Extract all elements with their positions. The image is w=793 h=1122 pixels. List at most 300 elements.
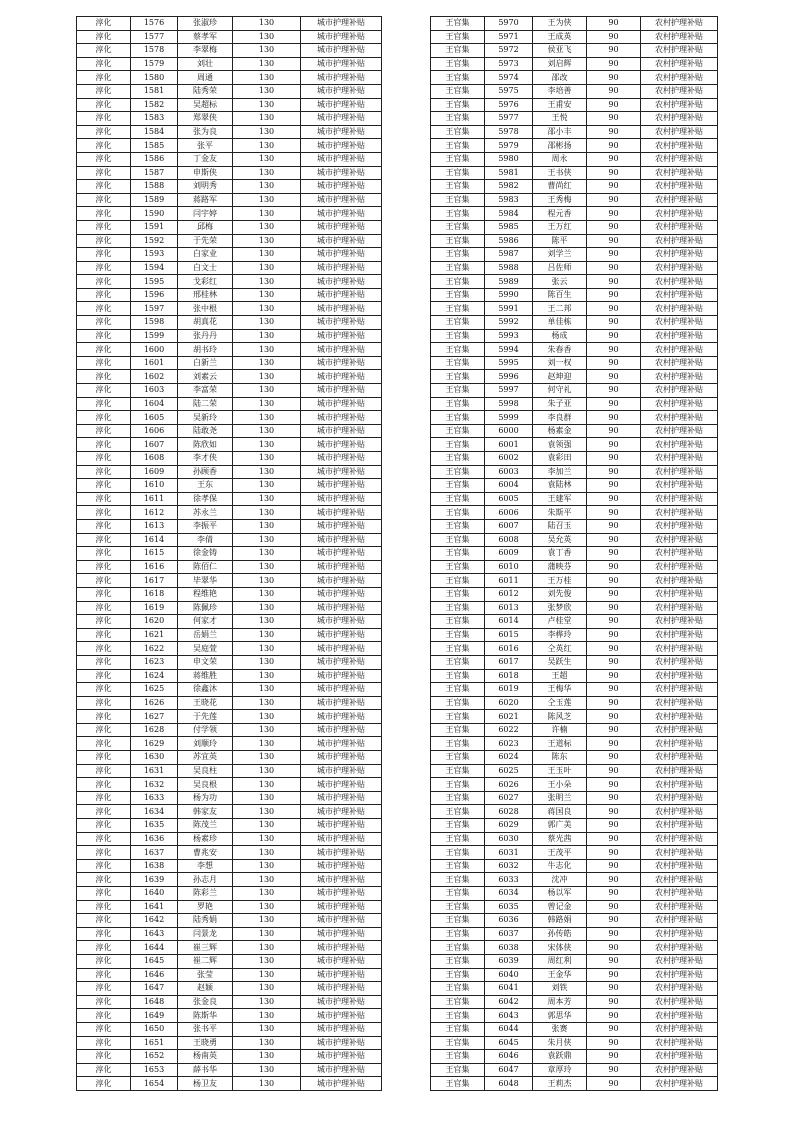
name-cell: 张为良 — [178, 125, 233, 139]
table-row — [77, 492, 382, 506]
name-cell: 申斯侠 — [178, 166, 233, 180]
town-cell: 王官集 — [431, 887, 485, 901]
name-cell: 郭广美 — [533, 819, 587, 833]
subsidy-type-cell: 城市护理补贴 — [301, 207, 382, 221]
table-row — [431, 166, 718, 180]
table-row — [77, 370, 382, 384]
town-cell: 王官集 — [431, 1022, 485, 1036]
serial-number-cell: 5998 — [485, 397, 533, 411]
town-cell: 淳化 — [77, 193, 131, 207]
subsidy-type-cell: 城市护理补贴 — [301, 723, 382, 737]
table-row — [77, 655, 382, 669]
table-row — [431, 180, 718, 194]
table-row — [431, 30, 718, 44]
subsidy-type-cell: 城市护理补贴 — [301, 995, 382, 1009]
name-cell: 韩路娟 — [533, 914, 587, 928]
town-cell: 淳化 — [77, 914, 131, 928]
name-cell: 刘明秀 — [178, 180, 233, 194]
name-cell: 周永 — [533, 152, 587, 166]
amount-cell: 130 — [233, 180, 301, 194]
amount-cell: 90 — [587, 587, 641, 601]
table-row — [77, 261, 382, 275]
amount-cell: 90 — [587, 859, 641, 873]
table-row — [431, 139, 718, 153]
table-row — [77, 166, 382, 180]
amount-cell: 90 — [587, 1036, 641, 1050]
table-row — [77, 479, 382, 493]
subsidy-type-cell: 城市护理补贴 — [301, 1050, 382, 1064]
name-cell: 陈东 — [533, 751, 587, 765]
table-row — [431, 248, 718, 262]
subsidy-type-cell: 城市护理补贴 — [301, 98, 382, 112]
name-cell: 胡真花 — [178, 316, 233, 330]
name-cell: 邵小丰 — [533, 125, 587, 139]
town-cell: 淳化 — [77, 112, 131, 126]
serial-number-cell: 1644 — [131, 941, 178, 955]
amount-cell: 90 — [587, 533, 641, 547]
table-row — [431, 288, 718, 302]
town-cell: 淳化 — [77, 397, 131, 411]
subsidy-type-cell: 城市护理补贴 — [301, 791, 382, 805]
amount-cell: 130 — [233, 17, 301, 31]
town-cell: 淳化 — [77, 492, 131, 506]
subsidy-type-cell: 城市护理补贴 — [301, 71, 382, 85]
amount-cell: 90 — [587, 17, 641, 31]
name-cell: 杨成 — [533, 329, 587, 343]
subsidy-type-cell: 城市护理补贴 — [301, 954, 382, 968]
serial-number-cell: 1643 — [131, 927, 178, 941]
town-cell: 王官集 — [431, 57, 485, 71]
amount-cell: 130 — [233, 846, 301, 860]
amount-cell: 90 — [587, 1077, 641, 1091]
name-cell: 张书平 — [178, 1022, 233, 1036]
subsidy-type-cell: 农村护理补贴 — [641, 193, 718, 207]
table-row — [431, 125, 718, 139]
serial-number-cell: 5976 — [485, 98, 533, 112]
name-cell: 孙顾香 — [178, 465, 233, 479]
table-row — [431, 601, 718, 615]
subsidy-type-cell: 农村护理补贴 — [641, 302, 718, 316]
amount-cell: 130 — [233, 859, 301, 873]
table-row — [431, 696, 718, 710]
name-cell: 陈百生 — [533, 288, 587, 302]
amount-cell: 130 — [233, 112, 301, 126]
serial-number-cell: 6004 — [485, 479, 533, 493]
town-cell: 王官集 — [431, 1050, 485, 1064]
amount-cell: 130 — [233, 954, 301, 968]
table-row — [77, 302, 382, 316]
serial-number-cell: 1606 — [131, 424, 178, 438]
town-cell: 王官集 — [431, 805, 485, 819]
right-roster-table — [430, 16, 718, 1091]
name-cell: 何家才 — [178, 615, 233, 629]
town-cell: 淳化 — [77, 710, 131, 724]
town-cell: 淳化 — [77, 560, 131, 574]
name-cell: 刘壮 — [178, 57, 233, 71]
serial-number-cell: 1601 — [131, 356, 178, 370]
serial-number-cell: 1639 — [131, 873, 178, 887]
subsidy-type-cell: 城市护理补贴 — [301, 44, 382, 58]
subsidy-type-cell: 城市护理补贴 — [301, 683, 382, 697]
subsidy-type-cell: 农村护理补贴 — [641, 424, 718, 438]
name-cell: 杨以军 — [533, 887, 587, 901]
subsidy-type-cell: 城市护理补贴 — [301, 982, 382, 996]
amount-cell: 90 — [587, 900, 641, 914]
table-row — [431, 479, 718, 493]
subsidy-type-cell: 城市护理补贴 — [301, 370, 382, 384]
name-cell: 吴新玲 — [178, 411, 233, 425]
amount-cell: 130 — [233, 424, 301, 438]
amount-cell: 130 — [233, 655, 301, 669]
serial-number-cell: 1647 — [131, 982, 178, 996]
name-cell: 邱梅 — [178, 220, 233, 234]
name-cell: 朱斯平 — [533, 506, 587, 520]
subsidy-type-cell: 农村护理补贴 — [641, 832, 718, 846]
subsidy-type-cell: 城市护理补贴 — [301, 275, 382, 289]
table-row — [77, 832, 382, 846]
name-cell: 罗艳 — [178, 900, 233, 914]
table-row — [77, 356, 382, 370]
name-cell: 程维艳 — [178, 587, 233, 601]
subsidy-type-cell: 城市护理补贴 — [301, 655, 382, 669]
subsidy-type-cell: 城市护理补贴 — [301, 1077, 382, 1091]
town-cell: 王官集 — [431, 384, 485, 398]
serial-number-cell: 5978 — [485, 125, 533, 139]
subsidy-type-cell: 农村护理补贴 — [641, 84, 718, 98]
subsidy-type-cell: 农村护理补贴 — [641, 927, 718, 941]
subsidy-type-cell: 城市护理补贴 — [301, 751, 382, 765]
town-cell: 淳化 — [77, 125, 131, 139]
subsidy-type-cell: 城市护理补贴 — [301, 17, 382, 31]
serial-number-cell: 1576 — [131, 17, 178, 31]
amount-cell: 90 — [587, 479, 641, 493]
town-cell: 王官集 — [431, 764, 485, 778]
table-row — [77, 954, 382, 968]
table-row — [77, 112, 382, 126]
name-cell: 郑翠侠 — [178, 112, 233, 126]
amount-cell: 130 — [233, 968, 301, 982]
serial-number-cell: 5975 — [485, 84, 533, 98]
serial-number-cell: 5977 — [485, 112, 533, 126]
amount-cell: 130 — [233, 44, 301, 58]
town-cell: 王官集 — [431, 166, 485, 180]
town-cell: 王官集 — [431, 628, 485, 642]
serial-number-cell: 5970 — [485, 17, 533, 31]
serial-number-cell: 1583 — [131, 112, 178, 126]
serial-number-cell: 1600 — [131, 343, 178, 357]
town-cell: 淳化 — [77, 696, 131, 710]
table-row — [431, 397, 718, 411]
amount-cell: 130 — [233, 574, 301, 588]
table-row — [431, 615, 718, 629]
subsidy-type-cell: 农村护理补贴 — [641, 533, 718, 547]
name-cell: 朱春香 — [533, 343, 587, 357]
subsidy-type-cell: 农村护理补贴 — [641, 492, 718, 506]
amount-cell: 130 — [233, 832, 301, 846]
amount-cell: 130 — [233, 547, 301, 561]
subsidy-type-cell: 城市护理补贴 — [301, 1036, 382, 1050]
amount-cell: 130 — [233, 492, 301, 506]
name-cell: 刘学兰 — [533, 248, 587, 262]
subsidy-type-cell: 城市护理补贴 — [301, 30, 382, 44]
name-cell: 张云 — [533, 275, 587, 289]
table-row — [431, 356, 718, 370]
name-cell: 张丹丹 — [178, 329, 233, 343]
subsidy-type-cell: 农村护理补贴 — [641, 669, 718, 683]
subsidy-type-cell: 城市护理补贴 — [301, 465, 382, 479]
amount-cell: 130 — [233, 452, 301, 466]
subsidy-type-cell: 城市护理补贴 — [301, 764, 382, 778]
name-cell: 吴跃生 — [533, 655, 587, 669]
serial-number-cell: 1595 — [131, 275, 178, 289]
serial-number-cell: 6003 — [485, 465, 533, 479]
table-row — [77, 927, 382, 941]
name-cell: 刘先俊 — [533, 587, 587, 601]
serial-number-cell: 6022 — [485, 723, 533, 737]
town-cell: 淳化 — [77, 329, 131, 343]
table-row — [77, 234, 382, 248]
town-cell: 王官集 — [431, 982, 485, 996]
subsidy-type-cell: 城市护理补贴 — [301, 669, 382, 683]
amount-cell: 90 — [587, 778, 641, 792]
amount-cell: 90 — [587, 302, 641, 316]
serial-number-cell: 5992 — [485, 316, 533, 330]
amount-cell: 130 — [233, 805, 301, 819]
name-cell: 曹尚红 — [533, 180, 587, 194]
name-cell: 张明兰 — [533, 791, 587, 805]
serial-number-cell: 1614 — [131, 533, 178, 547]
amount-cell: 130 — [233, 275, 301, 289]
subsidy-type-cell: 农村护理补贴 — [641, 1077, 718, 1091]
town-cell: 淳化 — [77, 791, 131, 805]
serial-number-cell: 1648 — [131, 995, 178, 1009]
serial-number-cell: 6009 — [485, 547, 533, 561]
serial-number-cell: 1582 — [131, 98, 178, 112]
town-cell: 王官集 — [431, 248, 485, 262]
table-row — [431, 506, 718, 520]
name-cell: 张莹 — [178, 968, 233, 982]
table-row — [431, 1063, 718, 1077]
table-row — [431, 900, 718, 914]
serial-number-cell: 1615 — [131, 547, 178, 561]
table-row — [77, 193, 382, 207]
name-cell: 李良群 — [533, 411, 587, 425]
subsidy-type-cell: 农村护理补贴 — [641, 125, 718, 139]
amount-cell: 130 — [233, 683, 301, 697]
subsidy-type-cell: 农村护理补贴 — [641, 587, 718, 601]
amount-cell: 90 — [587, 696, 641, 710]
name-cell: 陆二荣 — [178, 397, 233, 411]
amount-cell: 130 — [233, 465, 301, 479]
subsidy-type-cell: 城市护理补贴 — [301, 492, 382, 506]
name-cell: 孙传皓 — [533, 927, 587, 941]
serial-number-cell: 6011 — [485, 574, 533, 588]
name-cell: 丁金友 — [178, 152, 233, 166]
amount-cell: 130 — [233, 125, 301, 139]
town-cell: 王官集 — [431, 343, 485, 357]
serial-number-cell: 1651 — [131, 1036, 178, 1050]
serial-number-cell: 6040 — [485, 968, 533, 982]
amount-cell: 90 — [587, 941, 641, 955]
amount-cell: 130 — [233, 384, 301, 398]
serial-number-cell: 1624 — [131, 669, 178, 683]
name-cell: 吴良根 — [178, 778, 233, 792]
table-row — [431, 914, 718, 928]
serial-number-cell: 1581 — [131, 84, 178, 98]
serial-number-cell: 6047 — [485, 1063, 533, 1077]
table-row — [431, 207, 718, 221]
subsidy-type-cell: 农村护理补贴 — [641, 30, 718, 44]
amount-cell: 90 — [587, 452, 641, 466]
amount-cell: 90 — [587, 424, 641, 438]
subsidy-type-cell: 农村护理补贴 — [641, 723, 718, 737]
name-cell: 崔三辉 — [178, 941, 233, 955]
subsidy-type-cell: 农村护理补贴 — [641, 900, 718, 914]
subsidy-type-cell: 城市护理补贴 — [301, 479, 382, 493]
table-row — [77, 587, 382, 601]
amount-cell: 90 — [587, 166, 641, 180]
name-cell: 蒋维胜 — [178, 669, 233, 683]
amount-cell: 90 — [587, 819, 641, 833]
town-cell: 淳化 — [77, 152, 131, 166]
name-cell: 王万桂 — [533, 574, 587, 588]
name-cell: 朱月侠 — [533, 1036, 587, 1050]
table-row — [77, 669, 382, 683]
subsidy-type-cell: 城市护理补贴 — [301, 941, 382, 955]
subsidy-type-cell: 城市护理补贴 — [301, 506, 382, 520]
name-cell: 杨卫友 — [178, 1077, 233, 1091]
subsidy-type-cell: 农村护理补贴 — [641, 846, 718, 860]
town-cell: 淳化 — [77, 1050, 131, 1064]
town-cell: 王官集 — [431, 615, 485, 629]
table-row — [77, 452, 382, 466]
table-row — [431, 384, 718, 398]
subsidy-type-cell: 农村护理补贴 — [641, 615, 718, 629]
serial-number-cell: 6031 — [485, 846, 533, 860]
subsidy-type-cell: 城市护理补贴 — [301, 533, 382, 547]
table-row — [77, 941, 382, 955]
table-row — [77, 30, 382, 44]
table-row — [77, 723, 382, 737]
town-cell: 淳化 — [77, 1022, 131, 1036]
serial-number-cell: 6001 — [485, 438, 533, 452]
subsidy-type-cell: 城市护理补贴 — [301, 302, 382, 316]
serial-number-cell: 6023 — [485, 737, 533, 751]
table-row — [77, 737, 382, 751]
town-cell: 淳化 — [77, 452, 131, 466]
serial-number-cell: 6029 — [485, 819, 533, 833]
table-row — [431, 71, 718, 85]
subsidy-type-cell: 农村护理补贴 — [641, 384, 718, 398]
town-cell: 王官集 — [431, 669, 485, 683]
table-row — [431, 44, 718, 58]
town-cell: 淳化 — [77, 764, 131, 778]
name-cell: 李培善 — [533, 84, 587, 98]
serial-number-cell: 1616 — [131, 560, 178, 574]
name-cell: 赵坤迎 — [533, 370, 587, 384]
name-cell: 陈欣如 — [178, 438, 233, 452]
amount-cell: 90 — [587, 112, 641, 126]
amount-cell: 90 — [587, 560, 641, 574]
town-cell: 王官集 — [431, 112, 485, 126]
table-row — [431, 302, 718, 316]
name-cell: 邵彬扬 — [533, 139, 587, 153]
amount-cell: 130 — [233, 302, 301, 316]
town-cell: 王官集 — [431, 356, 485, 370]
serial-number-cell: 5988 — [485, 261, 533, 275]
name-cell: 王甫安 — [533, 98, 587, 112]
table-row — [431, 669, 718, 683]
subsidy-type-cell: 农村护理补贴 — [641, 1036, 718, 1050]
town-cell: 王官集 — [431, 180, 485, 194]
serial-number-cell: 1604 — [131, 397, 178, 411]
table-row — [77, 995, 382, 1009]
town-cell: 王官集 — [431, 1036, 485, 1050]
name-cell: 王建军 — [533, 492, 587, 506]
town-cell: 淳化 — [77, 927, 131, 941]
subsidy-type-cell: 农村护理补贴 — [641, 547, 718, 561]
amount-cell: 90 — [587, 98, 641, 112]
name-cell: 王小朵 — [533, 778, 587, 792]
town-cell: 王官集 — [431, 220, 485, 234]
subsidy-type-cell: 农村护理补贴 — [641, 248, 718, 262]
town-cell: 王官集 — [431, 152, 485, 166]
amount-cell: 90 — [587, 805, 641, 819]
town-cell: 王官集 — [431, 139, 485, 153]
name-cell: 于先莲 — [178, 710, 233, 724]
name-cell: 陆敢尧 — [178, 424, 233, 438]
town-cell: 淳化 — [77, 384, 131, 398]
table-row — [431, 954, 718, 968]
table-row — [77, 207, 382, 221]
table-row — [431, 873, 718, 887]
amount-cell: 90 — [587, 1022, 641, 1036]
subsidy-type-cell: 城市护理补贴 — [301, 1022, 382, 1036]
table-row — [431, 587, 718, 601]
serial-number-cell: 5983 — [485, 193, 533, 207]
table-row — [431, 220, 718, 234]
serial-number-cell: 1605 — [131, 411, 178, 425]
table-row — [77, 71, 382, 85]
name-cell: 王悦 — [533, 112, 587, 126]
table-row — [77, 846, 382, 860]
name-cell: 白新兰 — [178, 356, 233, 370]
town-cell: 淳化 — [77, 370, 131, 384]
amount-cell: 130 — [233, 479, 301, 493]
table-row — [431, 995, 718, 1009]
name-cell: 徐孝保 — [178, 492, 233, 506]
amount-cell: 90 — [587, 1050, 641, 1064]
amount-cell: 130 — [233, 139, 301, 153]
name-cell: 王晓勇 — [178, 1036, 233, 1050]
name-cell: 曹兆安 — [178, 846, 233, 860]
amount-cell: 130 — [233, 370, 301, 384]
town-cell: 淳化 — [77, 873, 131, 887]
town-cell: 淳化 — [77, 859, 131, 873]
name-cell: 卢桂堂 — [533, 615, 587, 629]
table-row — [431, 84, 718, 98]
subsidy-type-cell: 城市护理补贴 — [301, 832, 382, 846]
serial-number-cell: 1602 — [131, 370, 178, 384]
subsidy-type-cell: 农村护理补贴 — [641, 275, 718, 289]
table-row — [431, 424, 718, 438]
name-cell: 张淑珍 — [178, 17, 233, 31]
amount-cell: 90 — [587, 832, 641, 846]
table-row — [77, 873, 382, 887]
subsidy-type-cell: 城市护理补贴 — [301, 587, 382, 601]
name-cell: 王金华 — [533, 968, 587, 982]
subsidy-type-cell: 农村护理补贴 — [641, 356, 718, 370]
